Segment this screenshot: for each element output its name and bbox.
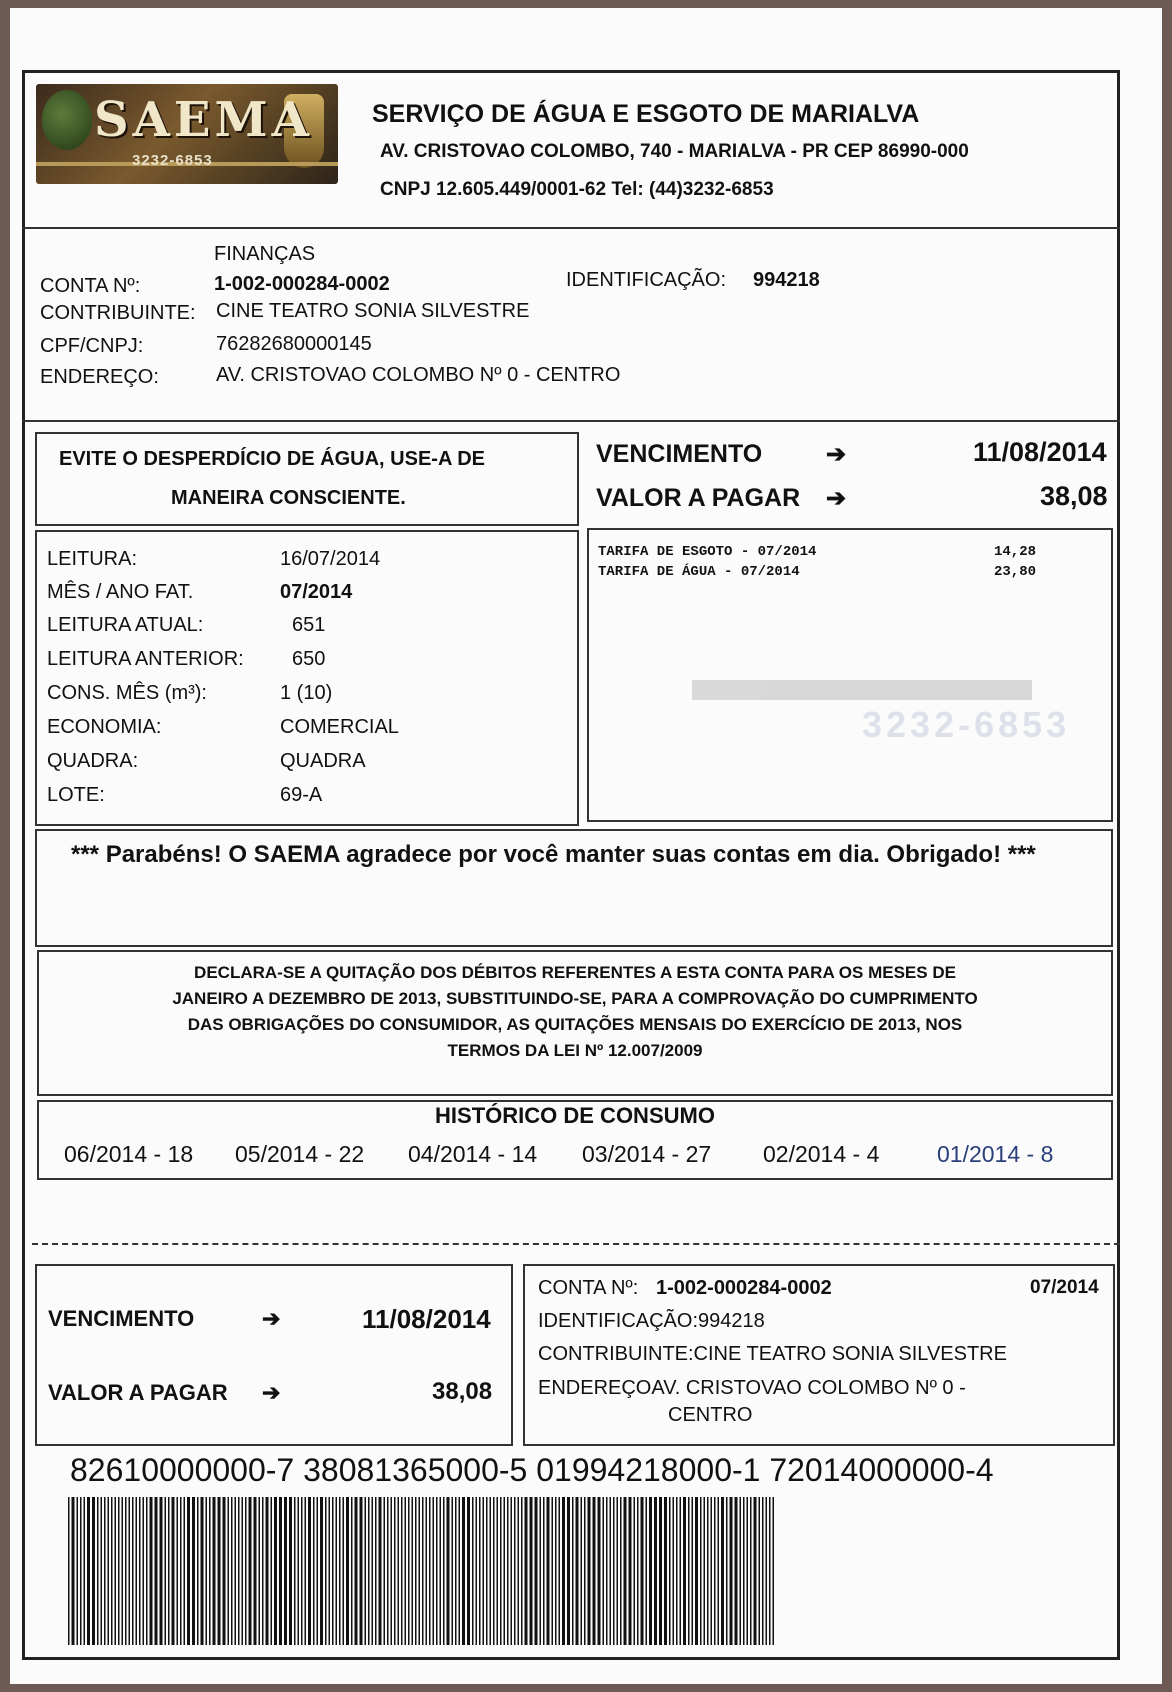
- barcode-bar: [132, 1497, 134, 1645]
- barcode-bar: [525, 1497, 528, 1645]
- department-label: FINANÇAS: [214, 243, 316, 265]
- cpf-label: CPF/CNPJ:: [40, 335, 144, 357]
- barcode-bar: [136, 1497, 138, 1645]
- notice-line-2: MANEIRA CONSCIENTE.: [171, 487, 406, 509]
- barcode-bar: [104, 1497, 106, 1645]
- barcode-bar: [673, 1497, 675, 1645]
- barcode-bar: [606, 1497, 608, 1645]
- barcode-bar: [115, 1497, 117, 1645]
- tariff-value: 23,80: [994, 564, 1037, 580]
- barcode-bar: [372, 1497, 374, 1645]
- declaration-line-4: TERMOS DA LEI Nº 12.007/2009: [447, 1041, 703, 1060]
- barcode-bar: [262, 1497, 264, 1645]
- barcode-bar: [143, 1497, 145, 1645]
- barcode-bar: [726, 1497, 728, 1645]
- reading-value: 16/07/2014: [280, 548, 381, 570]
- watermark-number: 3232-6853: [862, 704, 1071, 745]
- barcode-bar: [472, 1497, 474, 1645]
- barcode-bar: [125, 1497, 127, 1645]
- stub-endereco-line-2: CENTRO: [668, 1404, 753, 1426]
- barcode-bar: [355, 1497, 358, 1645]
- barcode-digits: 82610000000-7 38081365000-5 01994218000-1 72014000000-4: [70, 1452, 994, 1488]
- identificacao-label: IDENTIFICAÇÃO:: [566, 269, 727, 291]
- company-name: SERVIÇO DE ÁGUA E ESGOTO DE MARIALVA: [372, 100, 920, 128]
- barcode-bar: [518, 1497, 520, 1645]
- barcode-bar: [433, 1497, 435, 1645]
- barcode-bar: [634, 1497, 636, 1645]
- declaration-line-2: JANEIRO A DEZEMBRO DE 2013, SUBSTITUINDO-SE, PARA A COMPROVAÇÃO DO CUMPRIMENTO: [172, 989, 978, 1008]
- barcode-bar: [735, 1497, 738, 1645]
- barcode-bar: [339, 1497, 341, 1645]
- barcode-bar: [700, 1497, 702, 1645]
- stub-due-date: 11/08/2014: [362, 1304, 491, 1334]
- endereco-value: AV. CRISTOVAO COLOMBO Nº 0 - CENTRO: [216, 364, 621, 386]
- barcode-bar: [80, 1497, 82, 1645]
- barcode-bar: [412, 1497, 414, 1645]
- barcode-bar: [759, 1497, 761, 1645]
- barcode-bar: [313, 1497, 315, 1645]
- header-divider: [22, 227, 1120, 229]
- reading-box: [35, 530, 579, 826]
- barcode-bar: [490, 1497, 492, 1645]
- barcode-bar: [391, 1497, 393, 1645]
- stub-payment-box: [35, 1264, 513, 1446]
- barcode-bar: [507, 1497, 509, 1645]
- barcode-bar: [150, 1497, 153, 1645]
- barcode-bar: [711, 1497, 713, 1645]
- watermark-stripe: [692, 680, 1032, 700]
- barcode-bar: [101, 1497, 103, 1645]
- barcode-bar: [552, 1497, 554, 1645]
- barcode-bar: [676, 1497, 678, 1645]
- history-item: 03/2014 - 27: [582, 1141, 712, 1167]
- barcode-bar: [462, 1497, 465, 1645]
- barcode-bar: [683, 1497, 686, 1645]
- barcode-bar: [394, 1497, 396, 1645]
- barcode-bar: [688, 1497, 690, 1645]
- barcode-bar: [620, 1497, 622, 1645]
- barcode-bar: [543, 1497, 545, 1645]
- reading-label: CONS. MÊS (m³):: [47, 682, 207, 704]
- due-date: 11/08/2014: [973, 437, 1107, 467]
- barcode-bar: [422, 1497, 424, 1645]
- barcode-bar: [235, 1497, 237, 1645]
- barcode-bar: [192, 1497, 195, 1645]
- saema-logo: [36, 84, 338, 184]
- barcode-bar: [209, 1497, 211, 1645]
- tariff-label: TARIFA DE ÁGUA - 07/2014: [598, 564, 800, 580]
- barcode-bar: [336, 1497, 338, 1645]
- barcode-bar: [707, 1497, 709, 1645]
- barcode-bar: [118, 1497, 120, 1645]
- barcode-bar: [165, 1497, 167, 1645]
- barcode-bar: [762, 1497, 764, 1645]
- barcode-bar: [415, 1497, 417, 1645]
- barcode-bar: [493, 1497, 495, 1645]
- barcode-bar: [773, 1497, 775, 1645]
- stub-contribuinte: CONTRIBUINTE:CINE TEATRO SONIA SILVESTRE: [538, 1343, 1007, 1365]
- barcode-bar: [740, 1497, 742, 1645]
- notice-box: [35, 432, 579, 526]
- barcode-bar: [228, 1497, 230, 1645]
- barcode-bar: [447, 1497, 450, 1645]
- reading-value: QUADRA: [280, 750, 366, 772]
- barcode-bar: [641, 1497, 644, 1645]
- tariff-value: 14,28: [994, 544, 1037, 560]
- reading-label: LEITURA ATUAL:: [47, 614, 204, 636]
- barcode-bar: [721, 1497, 724, 1645]
- barcode-bar: [139, 1497, 141, 1645]
- history-item: 02/2014 - 4: [763, 1141, 880, 1167]
- barcode-bar: [346, 1497, 349, 1645]
- barcode-bar: [730, 1497, 733, 1645]
- barcode-bar: [294, 1497, 296, 1645]
- barcode-bar: [206, 1497, 208, 1645]
- stub-amount-label: VALOR A PAGAR: [48, 1380, 228, 1405]
- history-title: HISTÓRICO DE CONSUMO: [435, 1103, 715, 1128]
- contribuinte-value: CINE TEATRO SONIA SILVESTRE: [216, 300, 530, 322]
- barcode-bar: [298, 1497, 300, 1645]
- barcode-bar: [351, 1497, 353, 1645]
- declaration-line-3: DAS OBRIGAÇÕES DO CONSUMIDOR, AS QUITAÇÕES MENSAIS DO EXERCÍCIO DE 2013, NOS: [187, 1015, 963, 1034]
- barcode-bar: [259, 1497, 261, 1645]
- barcode-bar: [218, 1497, 221, 1645]
- barcode-bar: [483, 1497, 485, 1645]
- barcode-bar: [649, 1497, 652, 1645]
- barcode-bar: [540, 1497, 542, 1645]
- barcode-bar: [617, 1497, 619, 1645]
- reading-label: LOTE:: [47, 784, 105, 806]
- barcode-bar: [419, 1497, 421, 1645]
- barcode-bar: [184, 1497, 186, 1645]
- barcode-bar: [289, 1497, 292, 1645]
- barcode-bar: [180, 1497, 182, 1645]
- amount-label: VALOR A PAGAR: [596, 484, 801, 512]
- barcode-bar: [714, 1497, 716, 1645]
- endereco-label: ENDEREÇO:: [40, 366, 159, 388]
- barcode-bar: [555, 1497, 557, 1645]
- barcode-bar: [271, 1497, 273, 1645]
- barcode-bar: [398, 1497, 400, 1645]
- barcode-bar: [500, 1497, 502, 1645]
- barcode-bar: [576, 1497, 579, 1645]
- barcode-bar: [664, 1497, 667, 1645]
- barcode-bar: [521, 1497, 523, 1645]
- barcode-bar: [68, 1497, 70, 1645]
- stub-identificacao: IDENTIFICAÇÃO:994218: [538, 1310, 765, 1332]
- barcode-bar: [440, 1497, 442, 1645]
- barcode-bar: [581, 1497, 583, 1645]
- contribuinte-label: CONTRIBUINTE:: [40, 302, 196, 324]
- reading-value: 69-A: [280, 784, 323, 806]
- barcode-bar: [629, 1497, 632, 1645]
- barcode-bar: [72, 1497, 75, 1645]
- logo-phone: 3232-6853: [132, 152, 213, 169]
- barcode-bar: [455, 1497, 457, 1645]
- barcode-bar: [343, 1497, 345, 1645]
- barcode-bar: [476, 1497, 478, 1645]
- barcode-bar: [559, 1497, 561, 1645]
- barcode-bar: [320, 1497, 323, 1645]
- barcode-bar: [187, 1497, 190, 1645]
- barcode-bar: [111, 1497, 113, 1645]
- barcode-bar: [637, 1497, 639, 1645]
- barcode-bar: [223, 1497, 226, 1645]
- history-item: 05/2014 - 22: [235, 1141, 365, 1167]
- barcode-bar: [254, 1497, 257, 1645]
- barcode-bar: [274, 1497, 277, 1645]
- barcode-bar: [332, 1497, 334, 1645]
- grapes-graphic: [42, 90, 92, 150]
- barcode-bar: [360, 1497, 363, 1645]
- barcode-bar: [452, 1497, 454, 1645]
- barcode-bar: [284, 1497, 287, 1645]
- barcode-bar: [368, 1497, 370, 1645]
- barcode-bar: [669, 1497, 671, 1645]
- reading-label: MÊS / ANO FAT.: [47, 581, 194, 603]
- stub-due-label: VENCIMENTO: [48, 1306, 195, 1331]
- barcode-bar: [692, 1497, 694, 1645]
- barcode-bar: [301, 1497, 303, 1645]
- barcode-bar: [680, 1497, 682, 1645]
- reading-label: LEITURA:: [47, 548, 138, 570]
- barcode-bar: [766, 1497, 768, 1645]
- barcode-bar: [405, 1497, 407, 1645]
- reading-value: 651: [292, 614, 326, 636]
- barcode-bar: [168, 1497, 170, 1645]
- reading-label: LEITURA ANTERIOR:: [47, 648, 244, 670]
- barcode-bar: [562, 1497, 565, 1645]
- barcode-bar: [535, 1497, 538, 1645]
- barcode-bar: [659, 1497, 662, 1645]
- conta-number: 1-002-000284-0002: [214, 273, 390, 295]
- stub-endereco-line-1: ENDEREÇOAV. CRISTOVAO COLOMBO Nº 0 -: [538, 1377, 966, 1399]
- declaration-line-1: DECLARA-SE A QUITAÇÃO DOS DÉBITOS REFERENTES A ESTA CONTA PARA OS MESES DE: [194, 963, 956, 982]
- declaration-text: [37, 960, 1113, 1064]
- barcode-bar: [754, 1497, 757, 1645]
- barcode-bar: [603, 1497, 605, 1645]
- barcode-bar: [598, 1497, 601, 1645]
- barcode-bar: [584, 1497, 586, 1645]
- barcode-bar: [504, 1497, 506, 1645]
- barcode-bar: [429, 1497, 431, 1645]
- barcode-bar: [401, 1497, 403, 1645]
- reading-value: 650: [292, 648, 326, 670]
- barcode-bar: [387, 1497, 389, 1645]
- thanks-message: *** Parabéns! O SAEMA agradece por você manter suas contas em dia. Obrigado! ***: [71, 841, 1036, 868]
- company-cnpj: CNPJ 12.605.449/0001-62 Tel: (44)3232-6853: [380, 179, 774, 200]
- barcode-bar: [122, 1497, 124, 1645]
- barcode-bar: [743, 1497, 745, 1645]
- barcode-bar: [624, 1497, 627, 1645]
- history-item: 04/2014 - 14: [408, 1141, 538, 1167]
- barcode-bar: [305, 1497, 307, 1645]
- account-divider: [22, 420, 1120, 422]
- history-item: 01/2014 - 8: [937, 1141, 1054, 1167]
- barcode-bar: [459, 1497, 461, 1645]
- barcode-bar: [379, 1497, 382, 1645]
- barcode-bar: [97, 1497, 99, 1645]
- barcode-bar: [325, 1497, 327, 1645]
- barcode-bar: [530, 1497, 533, 1645]
- barcode-bar: [497, 1497, 499, 1645]
- cut-line: [32, 1243, 1120, 1245]
- reading-value: 1 (10): [280, 682, 333, 704]
- cpf-value: 76282680000145: [216, 333, 372, 355]
- barcode-bar: [329, 1497, 331, 1645]
- barcode-bar: [177, 1497, 179, 1645]
- barcode-bar: [155, 1497, 158, 1645]
- barcode-bar: [231, 1497, 233, 1645]
- barcode-bar: [238, 1497, 240, 1645]
- barcode-bar: [695, 1497, 698, 1645]
- barcode-bar: [201, 1497, 204, 1645]
- barcode-bar: [547, 1497, 550, 1645]
- reading-label: ECONOMIA:: [47, 716, 162, 738]
- barcode-bar: [146, 1497, 148, 1645]
- notice-line-1: EVITE O DESPERDÍCIO DE ÁGUA, USE-A DE: [59, 448, 485, 470]
- barcode-bar: [197, 1497, 199, 1645]
- barcode-bar: [308, 1497, 311, 1645]
- arrow-icon: ➔: [262, 1306, 281, 1331]
- barcode-bar: [84, 1497, 86, 1645]
- barcode-bar: [279, 1497, 282, 1645]
- barcode-bar: [486, 1497, 488, 1645]
- barcode-bar: [92, 1497, 95, 1645]
- barcode-bar: [408, 1497, 410, 1645]
- stub-conta-number: 1-002-000284-0002: [656, 1277, 832, 1299]
- stub-conta-label: CONTA Nº:: [538, 1277, 639, 1299]
- logo-wordmark: SAEMA: [94, 92, 313, 148]
- company-address: AV. CRISTOVAO COLOMBO, 740 - MARIALVA - PR CEP 86990-000: [380, 141, 969, 162]
- barcode-bar: [593, 1497, 596, 1645]
- stub-period: 07/2014: [1030, 1277, 1099, 1298]
- arrow-icon: ➔: [826, 485, 847, 512]
- barcode-bar: [479, 1497, 481, 1645]
- history-item: 06/2014 - 18: [64, 1141, 194, 1167]
- reading-value: 07/2014: [280, 581, 353, 603]
- barcode-bar: [129, 1497, 131, 1645]
- due-label: VENCIMENTO: [596, 440, 763, 468]
- barcode-bar: [384, 1497, 386, 1645]
- barcode-bar: [436, 1497, 438, 1645]
- reading-label: QUADRA:: [47, 750, 139, 772]
- barcode-bar: [426, 1497, 428, 1645]
- conta-label: CONTA Nº:: [40, 275, 141, 297]
- barcode-bar: [588, 1497, 591, 1645]
- barcode-bar: [654, 1497, 657, 1645]
- barcode-bar: [613, 1497, 615, 1645]
- barcode-bar: [160, 1497, 163, 1645]
- barcode-bar: [704, 1497, 706, 1645]
- arrow-icon: ➔: [262, 1380, 281, 1405]
- barcode-bar: [572, 1497, 574, 1645]
- barcode-bar: [747, 1497, 749, 1645]
- barcode-bar: [266, 1497, 269, 1645]
- barcode-bar: [245, 1497, 247, 1645]
- barcode-bar: [610, 1497, 612, 1645]
- identificacao-value: 994218: [753, 269, 820, 291]
- barcode-bar: [365, 1497, 367, 1645]
- reading-value: COMERCIAL: [280, 716, 399, 738]
- barcode-bar: [646, 1497, 648, 1645]
- arrow-icon: ➔: [826, 441, 847, 468]
- amount-value: 38,08: [1040, 481, 1108, 511]
- barcode-bar: [718, 1497, 720, 1645]
- tariff-label: TARIFA DE ESGOTO - 07/2014: [598, 544, 817, 560]
- barcode-bar: [87, 1497, 90, 1645]
- barcode-bar: [242, 1497, 244, 1645]
- barcode-bar: [317, 1497, 319, 1645]
- barcode-bar: [514, 1497, 516, 1645]
- barcode-bar: [467, 1497, 470, 1645]
- barcode-bar: [567, 1497, 570, 1645]
- barcode-bar: [511, 1497, 513, 1645]
- barcode-bar: [750, 1497, 752, 1645]
- barcode-bar: [172, 1497, 175, 1645]
- stub-amount-value: 38,08: [432, 1378, 493, 1405]
- barcode: [68, 1497, 776, 1645]
- barcode-bar: [249, 1497, 252, 1645]
- barcode-bar: [108, 1497, 110, 1645]
- barcode-bar: [443, 1497, 445, 1645]
- barcode-bar: [769, 1497, 771, 1645]
- barcode-bar: [213, 1497, 216, 1645]
- barcode-bar: [375, 1497, 377, 1645]
- barcode-bar: [77, 1497, 79, 1645]
